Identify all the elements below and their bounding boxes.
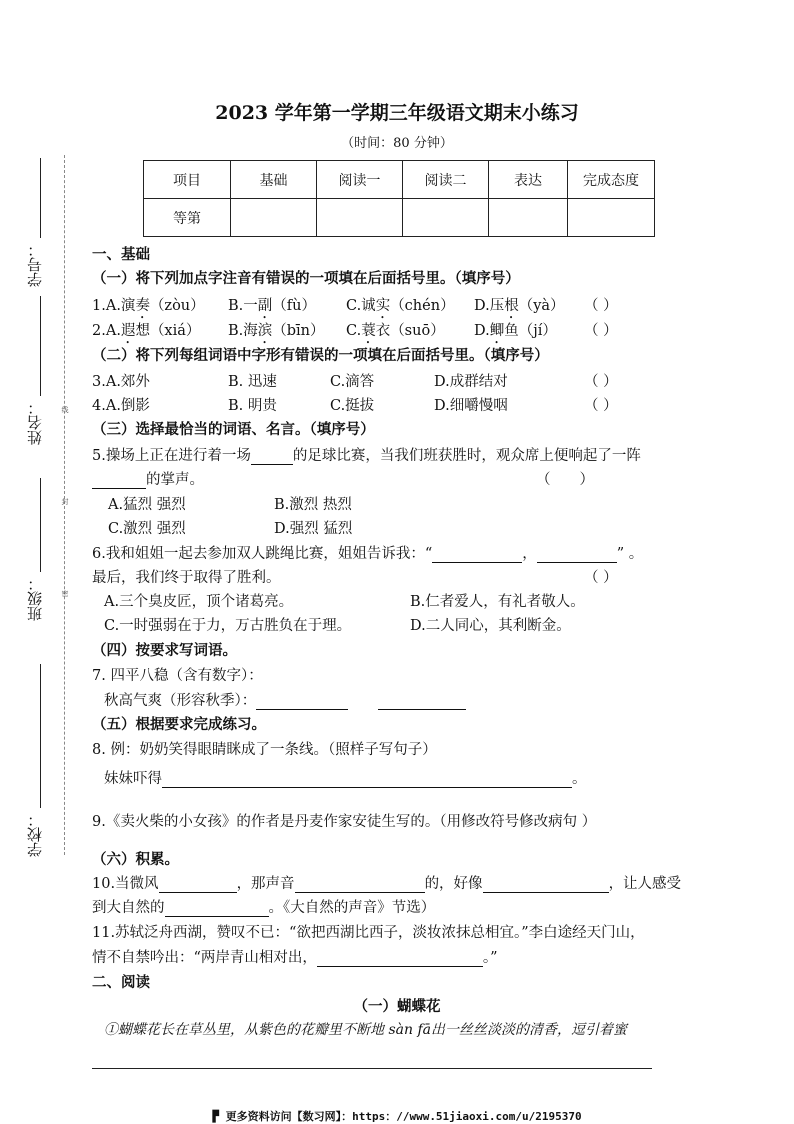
question-5-line2: 的掌声。 <box>92 468 204 489</box>
student-no-label: 学号： <box>26 242 44 287</box>
option-d: D.强烈 猛烈 <box>274 521 353 537</box>
question-1: 1.A.演奏（zòu） <box>92 298 205 314</box>
table-row <box>144 161 655 199</box>
name-field[interactable] <box>40 296 41 396</box>
question-4: 4.A.倒影 <box>92 398 150 414</box>
school-label: 学校： <box>26 812 44 857</box>
option-b: B.激烈 热烈 <box>274 497 352 513</box>
section-heading: 一、基础 <box>92 246 150 263</box>
question-2: 2.A.遐想（xiá） <box>92 323 201 339</box>
table-row <box>144 199 655 237</box>
question-5: 5.操场上正在进行着一场 的足球比赛，当我们班获胜时，观众席上便响起了一阵 <box>92 448 641 464</box>
table-cell[interactable] <box>568 199 655 237</box>
question-8-answer: 妹妹吓得 。 <box>104 771 587 787</box>
option-d: D.鲫鱼（jí） <box>474 323 557 339</box>
question-10: 10.当微风 ，那声音 的，好像 ，让人感受 <box>92 876 682 892</box>
option-a: A.三个臭皮匠，顶个诸葛亮。 <box>104 594 294 610</box>
footer-link[interactable]: ▛ 更多资料访问【数习网】：https：//www.51jiaoxi.com/u/2195370 <box>212 1110 582 1123</box>
option-d: D.成群结对 <box>434 374 508 390</box>
table-cell: 基础 <box>231 161 317 199</box>
blank[interactable] <box>159 878 237 893</box>
reading-title: （一）蝴蝶花 <box>353 998 441 1015</box>
part-heading: （三）选择最恰当的词语、名言。（填序号） <box>92 421 375 438</box>
page-title: 2023 学年第一学期三年级语文期末小练习 <box>215 102 579 124</box>
option-d: D.细嚼慢咽 <box>434 398 508 414</box>
table-cell[interactable] <box>231 199 317 237</box>
part-heading: （五）根据要求完成练习。 <box>92 716 266 733</box>
option-c: C.激烈 强烈 <box>108 521 186 537</box>
part-heading: （一）将下列加点字注音有错误的一项填在后面括号里。（填序号） <box>92 270 520 287</box>
option-b: B.仁者爱人，有礼者敬人。 <box>410 594 585 610</box>
student-no-field[interactable] <box>40 158 41 238</box>
answer-paren[interactable]: （ ） <box>536 472 594 488</box>
option-c: C.一时强弱在于力，万古胜负在于理。 <box>104 618 352 634</box>
answer-paren[interactable]: （ ） <box>584 374 618 390</box>
name-label: 姓名： <box>26 400 44 445</box>
blank[interactable] <box>295 878 425 893</box>
question-7: 7. 四平八稳（含有数字）： <box>92 668 263 684</box>
option-d: D.二人同心，其利断金。 <box>410 618 571 634</box>
blank[interactable] <box>165 902 269 917</box>
blank[interactable] <box>251 450 293 465</box>
table-cell[interactable] <box>317 199 403 237</box>
blank[interactable] <box>537 548 617 563</box>
question-6-line2: 最后，我们终于取得了胜利。 <box>92 570 281 586</box>
school-field[interactable] <box>40 664 41 808</box>
page-subtitle: （时间：80 分钟） <box>341 136 453 151</box>
part-heading: （六）积累。 <box>92 851 179 868</box>
part-heading: （四）按要求写词语。 <box>92 642 237 659</box>
blank[interactable] <box>317 952 483 967</box>
question-11-line2: 情不自禁吟出：“两岸青山相对出， 。” <box>92 950 498 966</box>
option-a: A.猛烈 强烈 <box>108 497 186 513</box>
binding-mark: 封 <box>61 498 69 505</box>
option-c: C.挺拔 <box>330 398 375 414</box>
binding-mark: 密 <box>61 590 69 597</box>
reading-paragraph: ①蝴蝶花长在草丛里，从紫色的花瓣里不断地 sàn fā出一丝丝淡淡的清香，逗引着蜜 <box>104 1022 627 1038</box>
blank[interactable] <box>378 695 466 710</box>
section-heading: 二、阅读 <box>92 974 150 991</box>
option-b: B. 迅速 <box>228 374 277 390</box>
table-cell: 项目 <box>144 161 231 199</box>
question-3: 3.A.郊外 <box>92 374 150 390</box>
class-field[interactable] <box>40 478 41 572</box>
option-b: B.一副（fù） <box>228 298 316 314</box>
answer-paren[interactable]: （ ） <box>584 298 618 314</box>
option-c: C.蓑衣（suō） <box>346 323 445 339</box>
answer-paren[interactable]: （ ） <box>584 323 618 339</box>
blank[interactable] <box>256 695 348 710</box>
blank[interactable] <box>92 474 146 489</box>
class-label: 班级： <box>26 576 44 621</box>
blank[interactable] <box>162 773 572 788</box>
option-b: B.海滨（bīn） <box>228 323 325 339</box>
blank[interactable] <box>432 548 522 563</box>
question-7-line2: 秋高气爽（形容秋季）： <box>104 689 466 710</box>
question-8: 8. 例：奶奶笑得眼睛眯成了一条线。（照样子写句子） <box>92 742 437 758</box>
binding-line <box>64 155 65 855</box>
answer-paren[interactable]: （ ） <box>584 570 618 586</box>
option-b: B. 明贵 <box>228 398 277 414</box>
part-heading: （二）将下列每组词语中字形有错误的一项填在后面括号里。（填序号） <box>92 347 549 364</box>
table-cell[interactable] <box>403 199 489 237</box>
table-cell: 阅读二 <box>403 161 489 199</box>
table-cell: 等第 <box>144 199 231 237</box>
option-c: C.滴答 <box>330 374 375 390</box>
option-d: D.压根（yà） <box>474 298 565 314</box>
table-cell: 表达 <box>489 161 568 199</box>
question-10-line2: 到大自然的 。《大自然的声音》节选） <box>92 900 436 916</box>
question-11: 11.苏轼泛舟西湖，赞叹不已：“欲把西湖比西子，淡妆浓抹总相宜。”李白途经天门山， <box>92 925 645 941</box>
question-6: 6.我和姐姐一起去参加双人跳绳比赛，姐姐告诉我：“ ， ” 。 <box>92 546 644 562</box>
answer-paren[interactable]: （ ） <box>584 398 618 414</box>
question-9: 9.《卖火柴的小女孩》的作者是丹麦作家安徒生写的。（用修改符号修改病句 ） <box>92 814 597 830</box>
table-cell[interactable] <box>489 199 568 237</box>
table-cell: 阅读一 <box>317 161 403 199</box>
table-cell: 完成态度 <box>568 161 655 199</box>
divider <box>92 1068 652 1069</box>
option-c: C.诚实（chén） <box>346 298 455 314</box>
blank[interactable] <box>483 878 609 893</box>
score-table <box>143 160 655 237</box>
binding-mark: 线 <box>61 406 69 413</box>
